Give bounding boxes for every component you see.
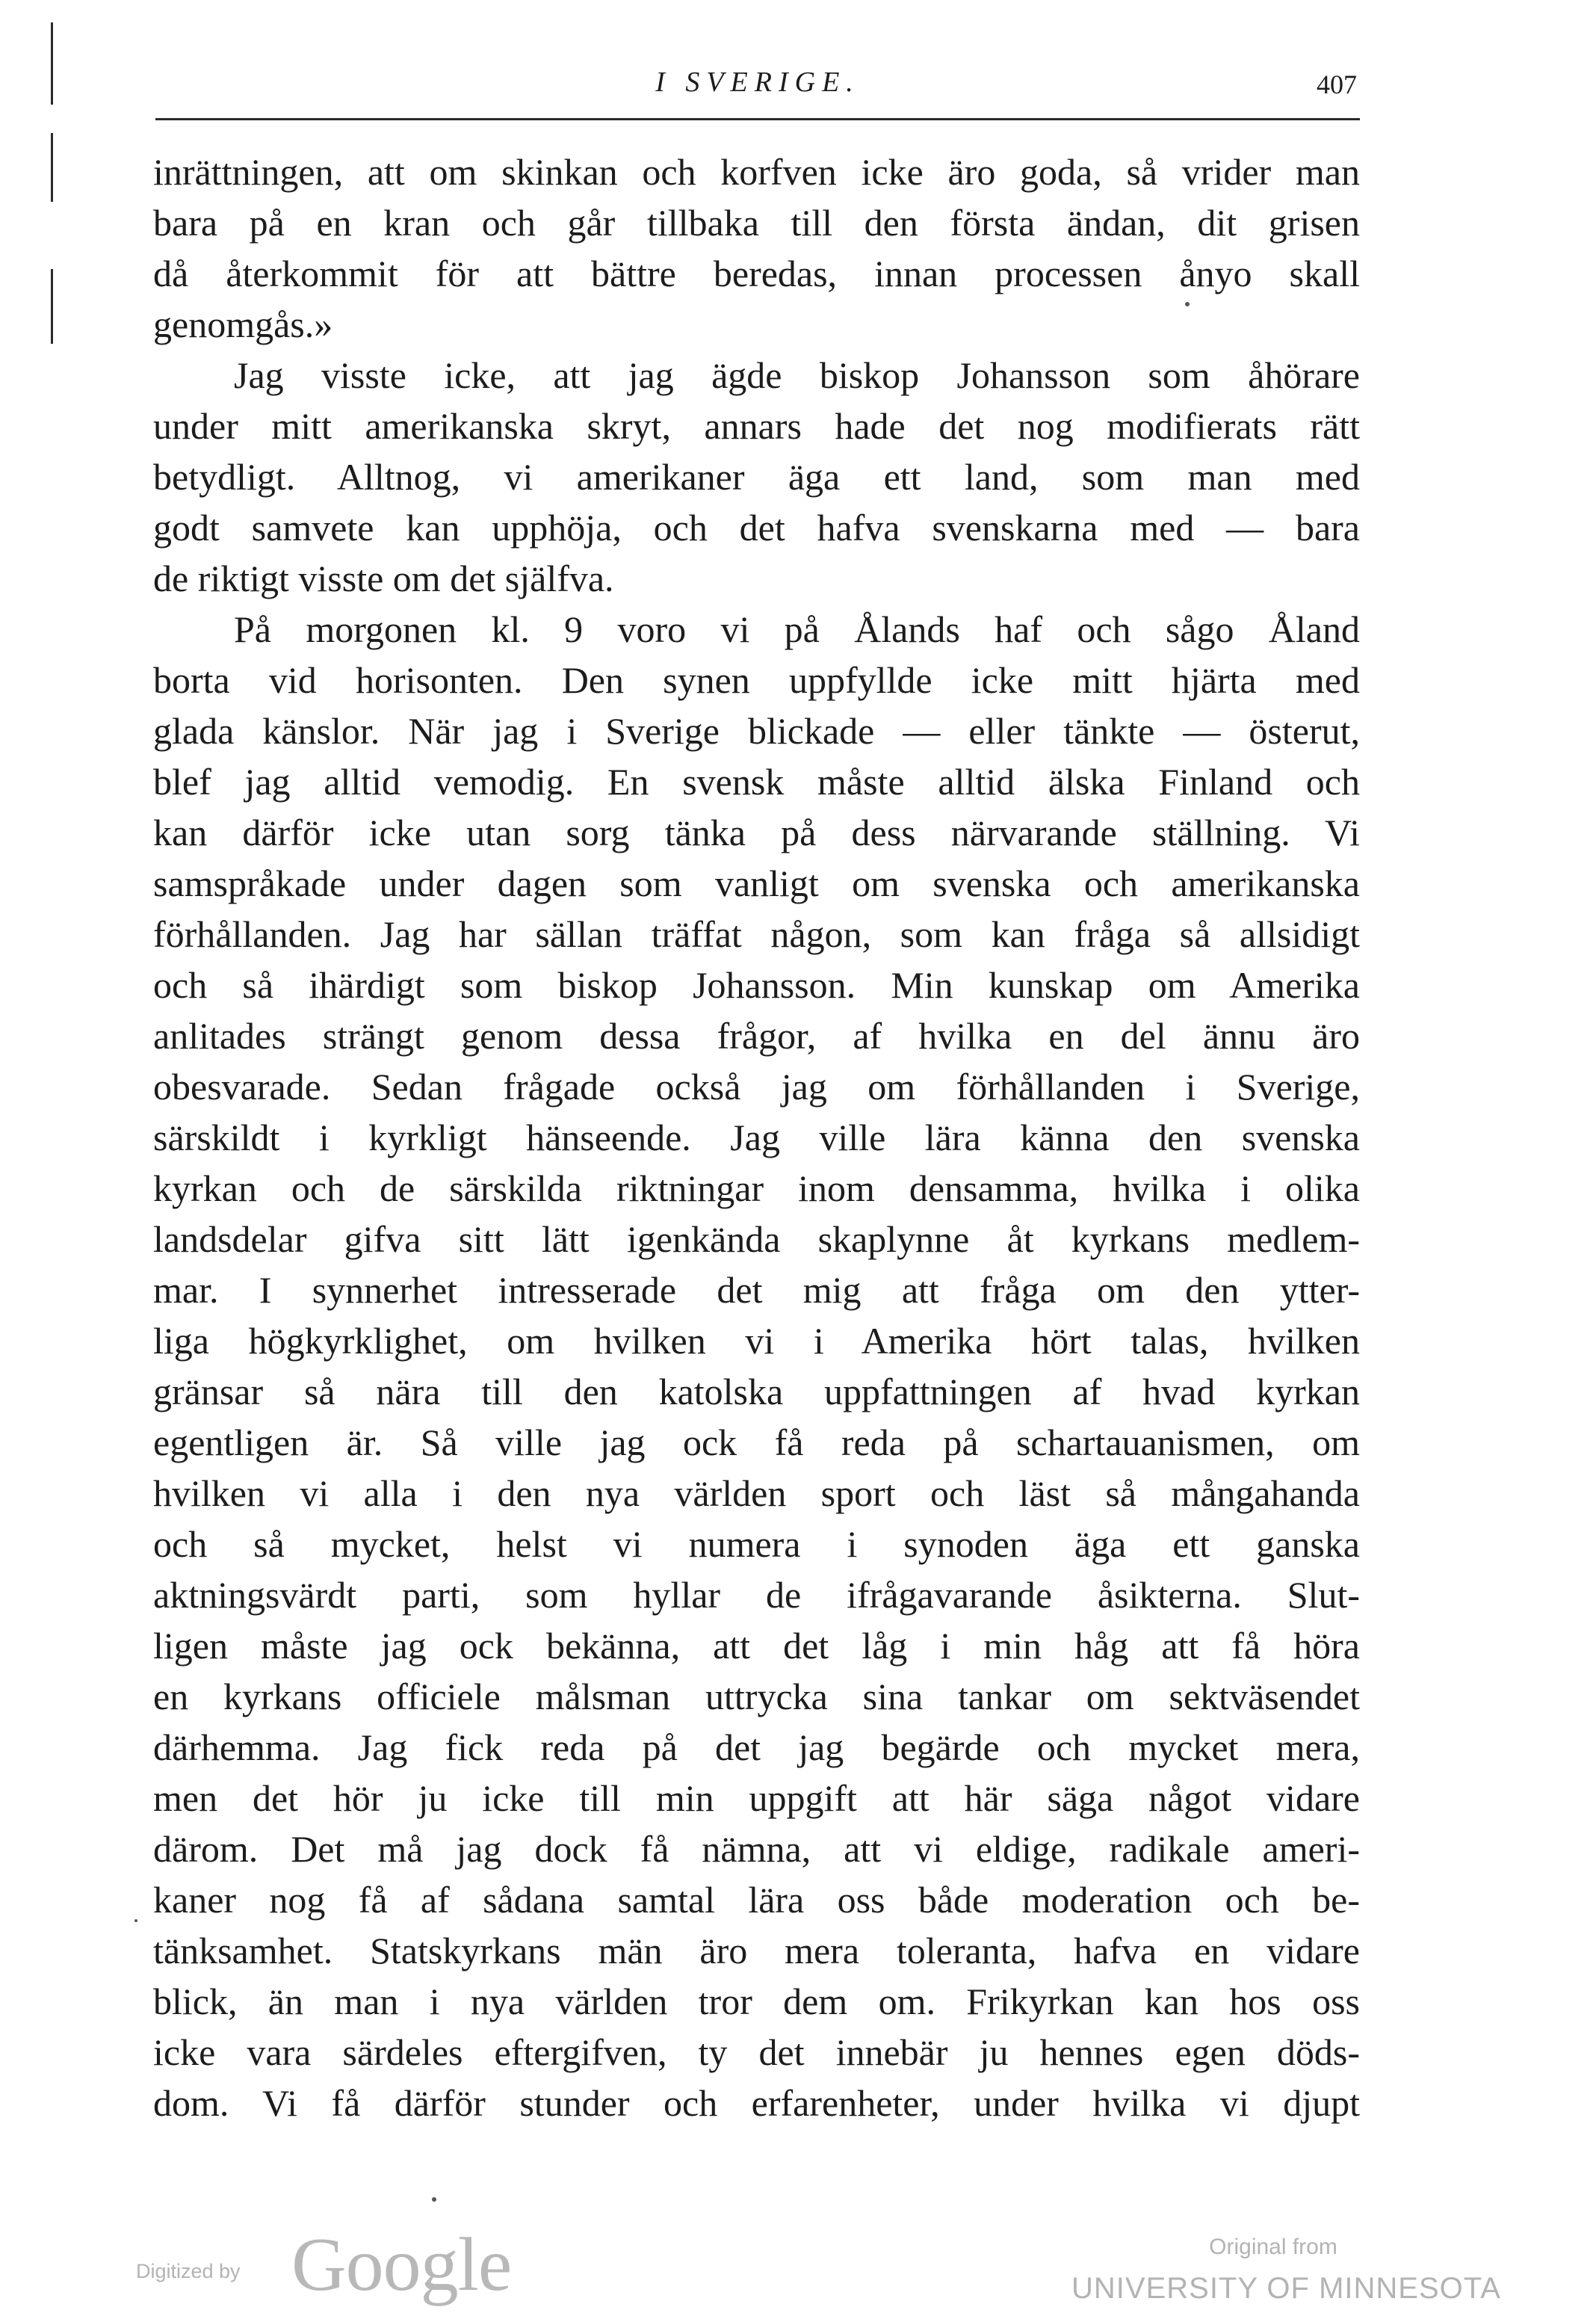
google-logo: Google xyxy=(291,2223,512,2307)
text-line: en kyrkans officiele målsman uttrycka sina tankar om sektväsendet xyxy=(153,1676,1360,1717)
text-line: gränsar så nära till den katolska uppfattningen af hvad kyrkan xyxy=(153,1371,1360,1412)
text-line: blick, än man i nya världen tror dem om. Frikyrkan kan hos oss xyxy=(153,1980,1360,2022)
running-title: I SVERIGE. xyxy=(655,67,860,98)
text-line: anlitades strängt genom dessa frågor, af hvilka en del ännu äro xyxy=(153,1015,1360,1057)
text-line: men det hör ju icke till min uppgift att här säga något vidare xyxy=(153,1777,1360,1819)
scan-speck xyxy=(1185,302,1190,306)
text-line: obesvarade. Sedan frågade också jag om förhållanden i Sverige, xyxy=(153,1066,1360,1108)
text-line: landsdelar gifva sitt lätt igenkända skaplynne åt kyrkans medlem- xyxy=(153,1218,1360,1260)
scan-margin-rule xyxy=(51,22,53,105)
text-line: aktningsvärdt parti, som hyllar de ifrågavarande åsikterna. Slut- xyxy=(153,1574,1360,1616)
text-line: liga högkyrklighet, om hvilken vi i Amerika hört talas, hvilken xyxy=(153,1320,1360,1362)
text-line: särskildt i kyrkligt hänseende. Jag ville lära känna den svenska xyxy=(153,1117,1360,1158)
text-line: mar. I synnerhet intresserade det mig att fråga om den ytter- xyxy=(153,1269,1360,1311)
text-line: därom. Det må jag dock få nämna, att vi eldige, radikale ameri- xyxy=(153,1828,1360,1870)
text-line: då återkommit för att bättre beredas, innan processen ånyo skall xyxy=(153,253,1360,294)
scan-speck xyxy=(432,2197,436,2202)
text-line: hvilken vi alla i den nya världen sport och läst så mångahanda xyxy=(153,1472,1360,1514)
text-line: kan därför icke utan sorg tänka på dess närvarande ställning. Vi xyxy=(153,812,1360,853)
text-line: dom. Vi få därför stunder och erfarenheter, under hvilka vi djupt xyxy=(153,2082,1360,2124)
text-line: och så mycket, helst vi numera i synoden äga ett ganska xyxy=(153,1523,1360,1565)
original-from-label: Original from xyxy=(1209,2235,1337,2259)
text-line: under mitt amerikanska skryt, annars hade det nog modifierats rätt xyxy=(153,405,1360,447)
text-line: tänksamhet. Statskyrkans män äro mera toleranta, hafva en vidare xyxy=(153,1930,1360,1971)
text-line: inrättningen, att om skinkan och korfven icke äro goda, så vrider man xyxy=(153,151,1360,193)
body-text xyxy=(153,146,1360,2128)
text-line: och så ihärdigt som biskop Johansson. Min kunskap om Amerika xyxy=(153,964,1360,1006)
text-line: samspråkade under dagen som vanligt om svenska och amerikanska xyxy=(153,862,1360,904)
text-line: betydligt. Alltnog, vi amerikaner äga ett land, som man med xyxy=(153,456,1360,498)
text-line: glada känslor. När jag i Sverige blickade — eller tänkte — österut, xyxy=(153,710,1360,752)
text-line: icke vara särdeles eftergifven, ty det innebär ju hennes egen döds- xyxy=(153,2031,1360,2073)
scan-speck xyxy=(134,1919,137,1922)
text-line: förhållanden. Jag har sällan träffat någon, som kan fråga så allsidigt xyxy=(153,913,1360,955)
text-line: borta vid horisonten. Den synen uppfyllde icke mitt hjärta med xyxy=(153,659,1360,701)
running-head xyxy=(155,66,1360,120)
scan-margin-rule xyxy=(51,133,53,202)
text-line: kyrkan och de särskilda riktningar inom densamma, hvilka i olika xyxy=(153,1167,1360,1209)
text-line: Jag visste icke, att jag ägde biskop Johansson som åhörare xyxy=(234,354,1360,396)
text-line: kaner nog få af sådana samtal lära oss både moderation och be- xyxy=(153,1879,1360,1921)
scan-margin-rule xyxy=(51,269,53,344)
digitized-by-label: Digitized by xyxy=(136,2260,241,2282)
institution-label: UNIVERSITY OF MINNESOTA xyxy=(1071,2272,1501,2305)
page-number: 407 xyxy=(1317,70,1357,99)
text-line: egentligen är. Så ville jag ock få reda på schartauanismen, om xyxy=(153,1421,1360,1463)
text-line: därhemma. Jag fick reda på det jag begärde och mycket mera, xyxy=(153,1726,1360,1768)
text-line: På morgonen kl. 9 voro vi på Ålands haf och sågo Åland xyxy=(234,608,1360,650)
text-line: genomgås.» xyxy=(153,303,333,345)
text-line: bara på en kran och går tillbaka till den första ändan, dit grisen xyxy=(153,202,1360,244)
text-line: blef jag alltid vemodig. En svensk måste alltid älska Finland och xyxy=(153,761,1360,803)
text-line: godt samvete kan upphöja, och det hafva svenskarna med — bara xyxy=(153,507,1360,549)
text-line: ligen måste jag ock bekänna, att det låg i min håg att få höra xyxy=(153,1625,1360,1667)
text-line: de riktigt visste om det själfva. xyxy=(153,558,614,599)
